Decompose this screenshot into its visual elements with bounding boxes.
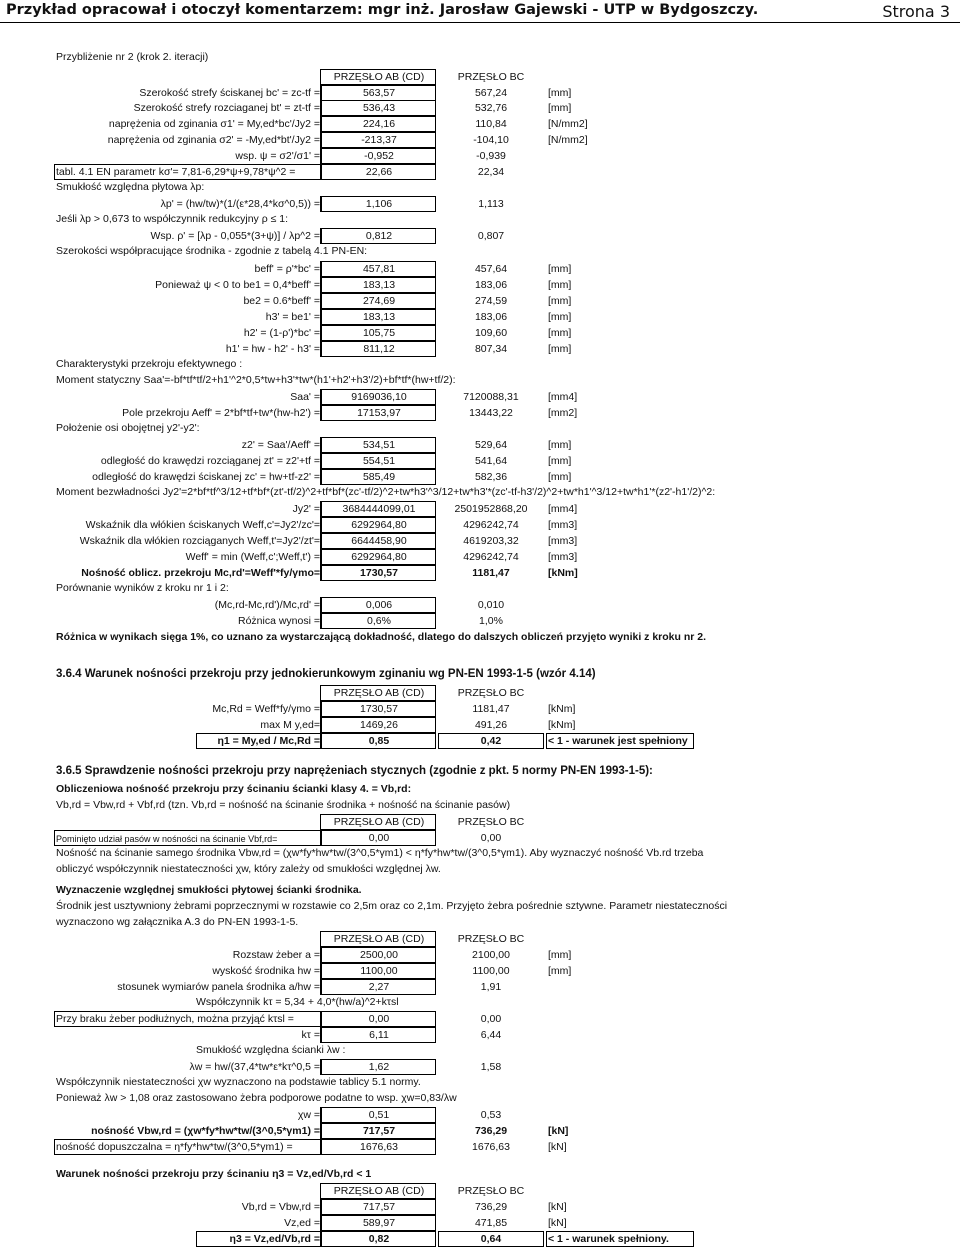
column-header-cell — [320, 1183, 436, 1199]
text-line: Smukłość względna płytowa λp: — [56, 181, 205, 193]
value-cell — [320, 341, 436, 357]
formula-label: Saa' = — [290, 391, 320, 403]
value-span-ab: 274,69 — [362, 295, 396, 307]
value-span-bc: 0,42 — [480, 735, 502, 747]
value-span-ab: 0,006 — [365, 599, 393, 611]
value-span-bc: 1,0% — [479, 615, 503, 627]
formula-label: Szerokość strefy rozciaganej bt' = zt-tf = — [133, 102, 320, 114]
formula-label: Vb,rd = Vbw,rd = — [241, 1201, 320, 1213]
label-cell — [196, 733, 322, 749]
text-line: Współczynnik kτ = 5,34 + 4,0*(hw/a)^2+kτsl — [196, 996, 399, 1008]
unit-label: [N/mm2] — [548, 134, 588, 146]
value-span-ab: 183,13 — [362, 311, 396, 323]
column-header-cell — [320, 69, 436, 85]
value-span-ab: 1730,57 — [360, 703, 398, 715]
value-span-bc: 274,59 — [474, 295, 508, 307]
text-line: Współczynnik niestateczności χw wyznaczono na podstawie tablicy 5.1 normy. — [56, 1076, 421, 1088]
value-span-bc: 22,34 — [477, 166, 505, 178]
value-span-bc: 13443,22 — [469, 407, 513, 419]
formula-label: λp' = (hw/tw)*(1/(ε*28,4*kσ^0,5)) = — [160, 198, 320, 210]
column-header-span-bc: PRZĘSŁO BC — [457, 687, 525, 699]
formula-label: kτ = — [301, 1029, 320, 1041]
value-cell — [320, 1215, 436, 1231]
value-span-bc: 1,91 — [480, 981, 502, 993]
text-line: Położenie osi obojętnej y2'-y2': — [56, 422, 200, 434]
value-span-ab: 0,85 — [368, 735, 390, 747]
text-line: obliczyć współczynnik niestateczności χw, który zależy od smukłości względnej λw. — [56, 863, 441, 875]
value-span-bc: 532,76 — [474, 102, 508, 114]
value-span-bc: 0,00 — [480, 1013, 502, 1025]
formula-label: Nośność oblicz. przekroju Mc,rd'=Weff'*fy/γmo= — [81, 567, 320, 579]
value-span-bc: 109,60 — [474, 327, 508, 339]
value-span-ab: 6644458,90 — [351, 535, 407, 547]
value-span-ab: 0,82 — [368, 1233, 390, 1245]
value-span-ab: 17153,97 — [357, 407, 401, 419]
unit-label: [mm] — [548, 263, 572, 275]
value-span-bc: 529,64 — [474, 439, 508, 451]
unit-label: < 1 - warunek spełniony. — [548, 1233, 669, 1245]
column-header-span-bc: PRZĘSŁO BC — [457, 933, 525, 945]
value-cell — [320, 85, 436, 101]
formula-label: nośność Vbw,rd = (χw*fy*hw*tw/(3^0,5*γm1) = — [91, 1125, 320, 1137]
value-span-ab: 0,51 — [368, 1109, 390, 1121]
value-span-bc: 1,113 — [478, 198, 504, 210]
unit-label: [mm4] — [548, 503, 578, 515]
unit-label: [mm3] — [548, 519, 578, 531]
value-span-ab: 1730,57 — [360, 567, 398, 579]
value-cell — [320, 1011, 436, 1027]
value-span-bc: -104,10 — [473, 134, 509, 146]
text-line: wyznaczono wg załącznika A.3 do PN-EN 1993-1-5. — [56, 916, 299, 928]
formula-label: Wskaźnik dla włókien ściskanych Weff,c'=Jy2'/zc'= — [85, 519, 320, 531]
value-span-ab: 0,00 — [368, 832, 390, 844]
value-cell — [320, 325, 436, 341]
text-line: Szerokości współpracujące środnika - zgodnie z tabelą 4.1 PN-EN: — [56, 245, 368, 257]
value-cell — [320, 717, 436, 733]
value-cell — [320, 132, 436, 148]
column-header-cell — [320, 685, 436, 701]
value-cell — [320, 405, 436, 421]
formula-label: odległość do krawędzi ściskanej zc' = hw+tf-z2' = — [92, 471, 320, 483]
text-line: Moment bezwładności Jy2'=2*bf*tf^3/12+tf*bf*(zt'-tf/2)^2+tf*bf*(zc'-tf/2)^2+tw*h3'^3/12+tw*h3'*(zc'-tf-h3'/2)^2+tw*h1'^3/12+tw*h1'*(z2'-h1'/2)^2: — [56, 486, 716, 498]
formula-label: Wsp. ρ' = [λp - 0,055*(3+ψ)] / λp^2 = — [150, 230, 320, 242]
text-line: Jeśli λp > 0,673 to współczynnik redukcyjny ρ ≤ 1: — [56, 213, 289, 225]
unit-label: [mm] — [548, 439, 572, 451]
value-span-bc: 183,06 — [474, 311, 508, 323]
formula-label: naprężenia od zginania σ1' = My,ed*bc'/Jy2 = — [108, 118, 320, 130]
formula-label: λw = hw/(37,4*tw*ε*kτ^0,5 = — [189, 1061, 320, 1073]
header-author: Przykład opracował i otoczył komentarzem: mgr inż. Jarosław Gajewski - UTP w Bydgoszczy. — [6, 2, 759, 18]
unit-label: [kN] — [548, 1201, 567, 1213]
unit-label: [mm] — [548, 965, 572, 977]
value-cell — [320, 164, 436, 180]
column-header-span-ab: PRZĘSŁO AB (CD) — [333, 687, 425, 699]
label-cell — [196, 1231, 322, 1247]
formula-label: tabl. 4.1 EN parametr kσ'= 7,81-6,29*ψ+9,78*ψ^2 = — [56, 166, 296, 178]
value-cell — [320, 979, 436, 995]
value-cell — [320, 947, 436, 963]
value-span-ab: 6292964,80 — [351, 551, 407, 563]
text-line: Wyznaczenie względnej smukłości płytowej ścianki środnika. — [56, 884, 362, 896]
value-span-bc: 1,58 — [480, 1061, 502, 1073]
value-span-ab: 717,57 — [362, 1201, 396, 1213]
unit-label: [kN] — [548, 1141, 567, 1153]
value-span-bc: 567,24 — [474, 87, 508, 99]
value-cell — [320, 1231, 436, 1247]
formula-label: nośność dopuszczalna = η*fy*hw*tw/(3^0,5*γm1) = — [56, 1141, 293, 1153]
value-cell — [320, 701, 436, 717]
value-span-ab: 1100,00 — [360, 965, 398, 977]
value-span-bc: 1676,63 — [472, 1141, 510, 1153]
formula-label: beff' = ρ'*bc' = — [254, 263, 320, 275]
formula-label: Różnica wynosi = — [238, 615, 320, 627]
value-cell — [320, 389, 436, 405]
column-header-span-ab: PRZĘSŁO AB (CD) — [333, 816, 425, 828]
unit-label: [kNm] — [548, 703, 576, 715]
formula-label: Wskaźnik dla włókien rozciąganych Weff,t'=Jy2'/zt'= — [79, 535, 320, 547]
unit-label: [mm] — [548, 949, 572, 961]
value-span-ab: 0,812 — [365, 230, 393, 242]
text-line: Charakterystyki przekroju efektywnego : — [56, 358, 243, 370]
formula-label: Pole przekroju Aeff' = 2*bf*tf+tw*(hw-h2') = — [122, 407, 320, 419]
value-span-bc: 183,06 — [474, 279, 508, 291]
formula-label: Rozstaw żeber a = — [232, 949, 320, 961]
value-span-ab: 717,57 — [362, 1125, 396, 1137]
value-span-bc: 0,807 — [477, 230, 505, 242]
value-cell — [320, 1123, 436, 1139]
value-span-bc: 582,36 — [474, 471, 508, 483]
value-span-ab: 6,11 — [369, 1029, 389, 1041]
column-header-span-bc: PRZĘSŁO BC — [457, 1185, 525, 1197]
value-span-ab: 183,13 — [362, 279, 396, 291]
section-heading: 3.6.4 Warunek nośności przekroju przy jednokierunkowym zginaniu wg PN-EN 1993-1-5 (wzór 4.14) — [56, 668, 596, 680]
text-line: Środnik jest usztywniony żebrami poprzecznymi w rozstawie co 2,5m oraz co 2,1m. Przyjęto żebra pośrednie sztywne. Parametr niestateczności — [56, 900, 728, 912]
value-cell — [320, 453, 436, 469]
column-header-cell — [320, 814, 436, 830]
value-span-bc: 1181,47 — [472, 567, 510, 579]
value-span-ab: -213,37 — [361, 134, 397, 146]
formula-label: χw = — [297, 1109, 320, 1121]
unit-label: [kN] — [548, 1217, 567, 1229]
formula-label: Weff' = min (Weff,c';Weff,t') = — [185, 551, 320, 563]
column-header-span-bc: PRZĘSŁO BC — [457, 71, 525, 83]
value-span-ab: 2500,00 — [360, 949, 398, 961]
value-cell — [320, 228, 436, 244]
value-cell — [320, 517, 436, 533]
unit-label: [mm] — [548, 343, 572, 355]
value-span-ab: 1,62 — [368, 1061, 390, 1073]
value-span-bc: -0,939 — [476, 150, 506, 162]
formula-label: stosunek wymiarów panela środnika a/hw = — [117, 981, 320, 993]
value-cell — [320, 733, 436, 749]
formula-label: η1 = My,ed / Mc,Rd = — [217, 735, 320, 747]
text-line: Smukłość względna ścianki λw : — [196, 1044, 346, 1056]
unit-label: [mm3] — [548, 535, 578, 547]
value-cell — [320, 1139, 436, 1155]
value-span-ab: 105,75 — [362, 327, 396, 339]
value-span-bc: 1100,00 — [472, 965, 510, 977]
value-span-bc: 4619203,32 — [463, 535, 519, 547]
text-line: Porównanie wyników z kroku nr 1 i 2: — [56, 582, 229, 594]
formula-label: Przy braku żeber podłużnych, można przyjąć kτsl = — [56, 1013, 294, 1025]
value-span-ab: 585,49 — [362, 471, 396, 483]
unit-label: [mm] — [548, 471, 572, 483]
value-span-bc: 110,84 — [475, 118, 507, 130]
value-span-bc: 0,00 — [480, 832, 502, 844]
value-cell — [320, 1199, 436, 1215]
value-span-ab: 1469,26 — [360, 719, 398, 731]
value-span-bc: 736,29 — [474, 1125, 508, 1137]
formula-label: h3' = be1' = — [265, 311, 320, 323]
column-header-cell — [320, 931, 436, 947]
value-span-ab: 563,57 — [362, 87, 396, 99]
value-span-bc: 7120088,31 — [463, 391, 519, 403]
value-cell — [320, 1107, 436, 1123]
unit-label: [mm2] — [548, 407, 578, 419]
value-span-ab: 1,106 — [365, 198, 393, 210]
unit-label: [mm] — [548, 279, 572, 291]
value-cell — [320, 196, 436, 212]
formula-label: max M y,ed= — [260, 719, 320, 731]
value-cell — [320, 437, 436, 453]
value-span-bc: 6,44 — [480, 1029, 502, 1041]
formula-label: z2' = Saa'/Aeff' = — [241, 439, 320, 451]
unit-label: [kNm] — [548, 567, 578, 579]
value-span-bc: 0,64 — [480, 1233, 502, 1245]
value-cell — [320, 277, 436, 293]
value-cell — [320, 100, 436, 116]
value-span-ab: 3684444099,01 — [342, 503, 416, 515]
value-span-bc: 2501952868,20 — [454, 503, 528, 515]
value-cell — [320, 261, 436, 277]
text-line: Warunek nośności przekroju przy ścinaniu η3 = Vz,ed/Vb,rd < 1 — [56, 1168, 372, 1180]
value-span-bc: 471,85 — [474, 1217, 508, 1229]
text-line: Różnica w wynikach sięga 1%, co uznano za wystarczającą dokładność, dlatego do dalszych obliczeń przyjęto wyniki z kroku nr 2. — [56, 631, 707, 643]
formula-label: Pominięto udział pasów w nośności na ścinanie Vbf,rd= — [56, 834, 278, 844]
formula-label: (Mc,rd-Mc,rd')/Mc,rd' = — [214, 599, 320, 611]
value-span-ab: 457,81 — [362, 263, 396, 275]
column-header-span-ab: PRZĘSŁO AB (CD) — [333, 71, 425, 83]
value-cell — [320, 501, 436, 517]
value-cell — [320, 549, 436, 565]
value-cell — [320, 613, 436, 629]
text-line: Ponieważ λw > 1,08 oraz zastosowano żebra podporowe podatne to wsp. χw=0,83/λw — [56, 1092, 457, 1104]
value-span-bc: 0,53 — [480, 1109, 502, 1121]
text-line: Obliczeniowa nośność przekroju przy ścinaniu ścianki klasy 4. = Vb,rd: — [56, 783, 412, 795]
header-page-number: Strona 3 — [882, 2, 950, 21]
unit-label: [mm3] — [548, 551, 578, 563]
unit-label: [mm] — [548, 102, 572, 114]
unit-label: [N/mm2] — [548, 118, 588, 130]
value-cell — [438, 733, 544, 749]
value-cell — [320, 1027, 436, 1043]
value-cell — [320, 148, 436, 164]
value-span-ab: 6292964,80 — [351, 519, 407, 531]
value-cell — [438, 1231, 544, 1247]
value-span-bc: 2100,00 — [472, 949, 510, 961]
column-header-span-ab: PRZĘSŁO AB (CD) — [333, 933, 425, 945]
unit-label: [mm] — [548, 311, 572, 323]
section-heading: 3.6.5 Sprawdzenie nośności przekroju przy naprężeniach stycznych (zgodnie z pkt. 5 normy PN-EN 1993-1-5): — [56, 765, 653, 777]
value-span-bc: 541,64 — [474, 455, 508, 467]
formula-label: wyskość środnika hw = — [212, 965, 320, 977]
value-span-bc: 0,010 — [477, 599, 505, 611]
unit-label: [mm] — [548, 295, 572, 307]
value-span-bc: 807,34 — [474, 343, 508, 355]
text-line: Vb,rd = Vbw,rd + Vbf,rd (tzn. Vb,rd = nośność na ścinanie środnika + nośność na ścinanie pasów) — [56, 799, 511, 811]
formula-label: wsp. ψ = σ2'/σ1' = — [235, 150, 320, 162]
label-cell — [54, 164, 322, 180]
value-span-bc: 1181,47 — [472, 703, 510, 715]
value-span-ab: 22,66 — [365, 166, 393, 178]
value-span-ab: 0,00 — [368, 1013, 390, 1025]
formula-label: Vz,ed = — [284, 1217, 320, 1229]
value-cell — [320, 469, 436, 485]
unit-label: [mm] — [548, 455, 572, 467]
formula-label: Mc,Rd = Weff*fy/γmo = — [212, 703, 320, 715]
text-line: Przybliżenie nr 2 (krok 2. iteracji) — [56, 51, 209, 63]
unit-label: [mm] — [548, 87, 572, 99]
value-span-ab: 0,6% — [367, 615, 391, 627]
value-span-ab: 811,12 — [363, 343, 395, 355]
value-cell — [320, 533, 436, 549]
formula-label: h1' = hw - h2' - h3' = — [225, 343, 320, 355]
value-span-ab: 534,51 — [362, 439, 396, 451]
unit-label: < 1 - warunek jest spełniony — [548, 735, 688, 747]
formula-label: Szerokość strefy ściskanej bc' = zc-tf = — [139, 87, 320, 99]
formula-label: Jy2' = — [292, 503, 320, 515]
value-cell — [320, 963, 436, 979]
formula-label: be2 = 0.6*beff' = — [243, 295, 320, 307]
text-line: Nośność na ścinanie samego środnika Vbw,rd = (χw*fy*hw*tw/(3^0,5*γm1) < η*fy*hw*tw/(3^0,5*γm1). Aby wyznaczyć nośność Vb.rd trzeba — [56, 847, 704, 859]
value-span-ab: -0,952 — [364, 150, 394, 162]
value-span-bc: 736,29 — [474, 1201, 508, 1213]
text-line: Moment statyczny Saa'=-bf*tf*tf/2+h1'^2*0,5*tw+h3'*tw*(h1'+h2'+h3'/2)+bf*tf*(hw+tf/2): — [56, 374, 456, 386]
formula-label: Ponieważ ψ < 0 to be1 = 0,4*beff' = — [155, 279, 320, 291]
value-span-ab: 1676,63 — [360, 1141, 398, 1153]
condition-cell — [546, 733, 694, 749]
formula-label: h2' = (1-ρ')*bc' = — [243, 327, 320, 339]
value-span-bc: 491,26 — [474, 719, 508, 731]
formula-label: odległość do krawędzi rozciąganej zt' = z2'+tf = — [100, 455, 320, 467]
value-cell — [320, 830, 436, 846]
value-cell — [320, 116, 436, 132]
formula-label: η3 = Vz,ed/Vb,rd = — [229, 1233, 320, 1245]
value-span-bc: 4296242,74 — [463, 519, 519, 531]
formula-label: naprężenia od zginania σ2' = -My,ed*bt'/Jy2 = — [107, 134, 320, 146]
value-span-ab: 554,51 — [362, 455, 396, 467]
value-cell — [320, 1059, 436, 1075]
label-cell — [54, 1139, 322, 1155]
value-span-bc: 4296242,74 — [463, 551, 519, 563]
unit-label: [mm4] — [548, 391, 578, 403]
column-header-span-ab: PRZĘSŁO AB (CD) — [333, 1185, 425, 1197]
value-span-ab: 2,27 — [368, 981, 390, 993]
value-cell — [320, 293, 436, 309]
value-span-ab: 9169036,10 — [351, 391, 407, 403]
condition-cell — [546, 1231, 694, 1247]
value-cell — [320, 565, 436, 581]
value-cell — [320, 309, 436, 325]
value-span-ab: 224,16 — [362, 118, 396, 130]
label-cell — [54, 1011, 322, 1027]
value-span-bc: 457,64 — [474, 263, 508, 275]
value-span-ab: 536,43 — [362, 102, 396, 114]
label-cell — [54, 830, 322, 846]
unit-label: [kN] — [548, 1125, 569, 1137]
value-span-ab: 589,97 — [362, 1217, 396, 1229]
unit-label: [mm] — [548, 327, 572, 339]
value-cell — [320, 597, 436, 613]
unit-label: [kNm] — [548, 719, 576, 731]
column-header-span-bc: PRZĘSŁO BC — [457, 816, 525, 828]
